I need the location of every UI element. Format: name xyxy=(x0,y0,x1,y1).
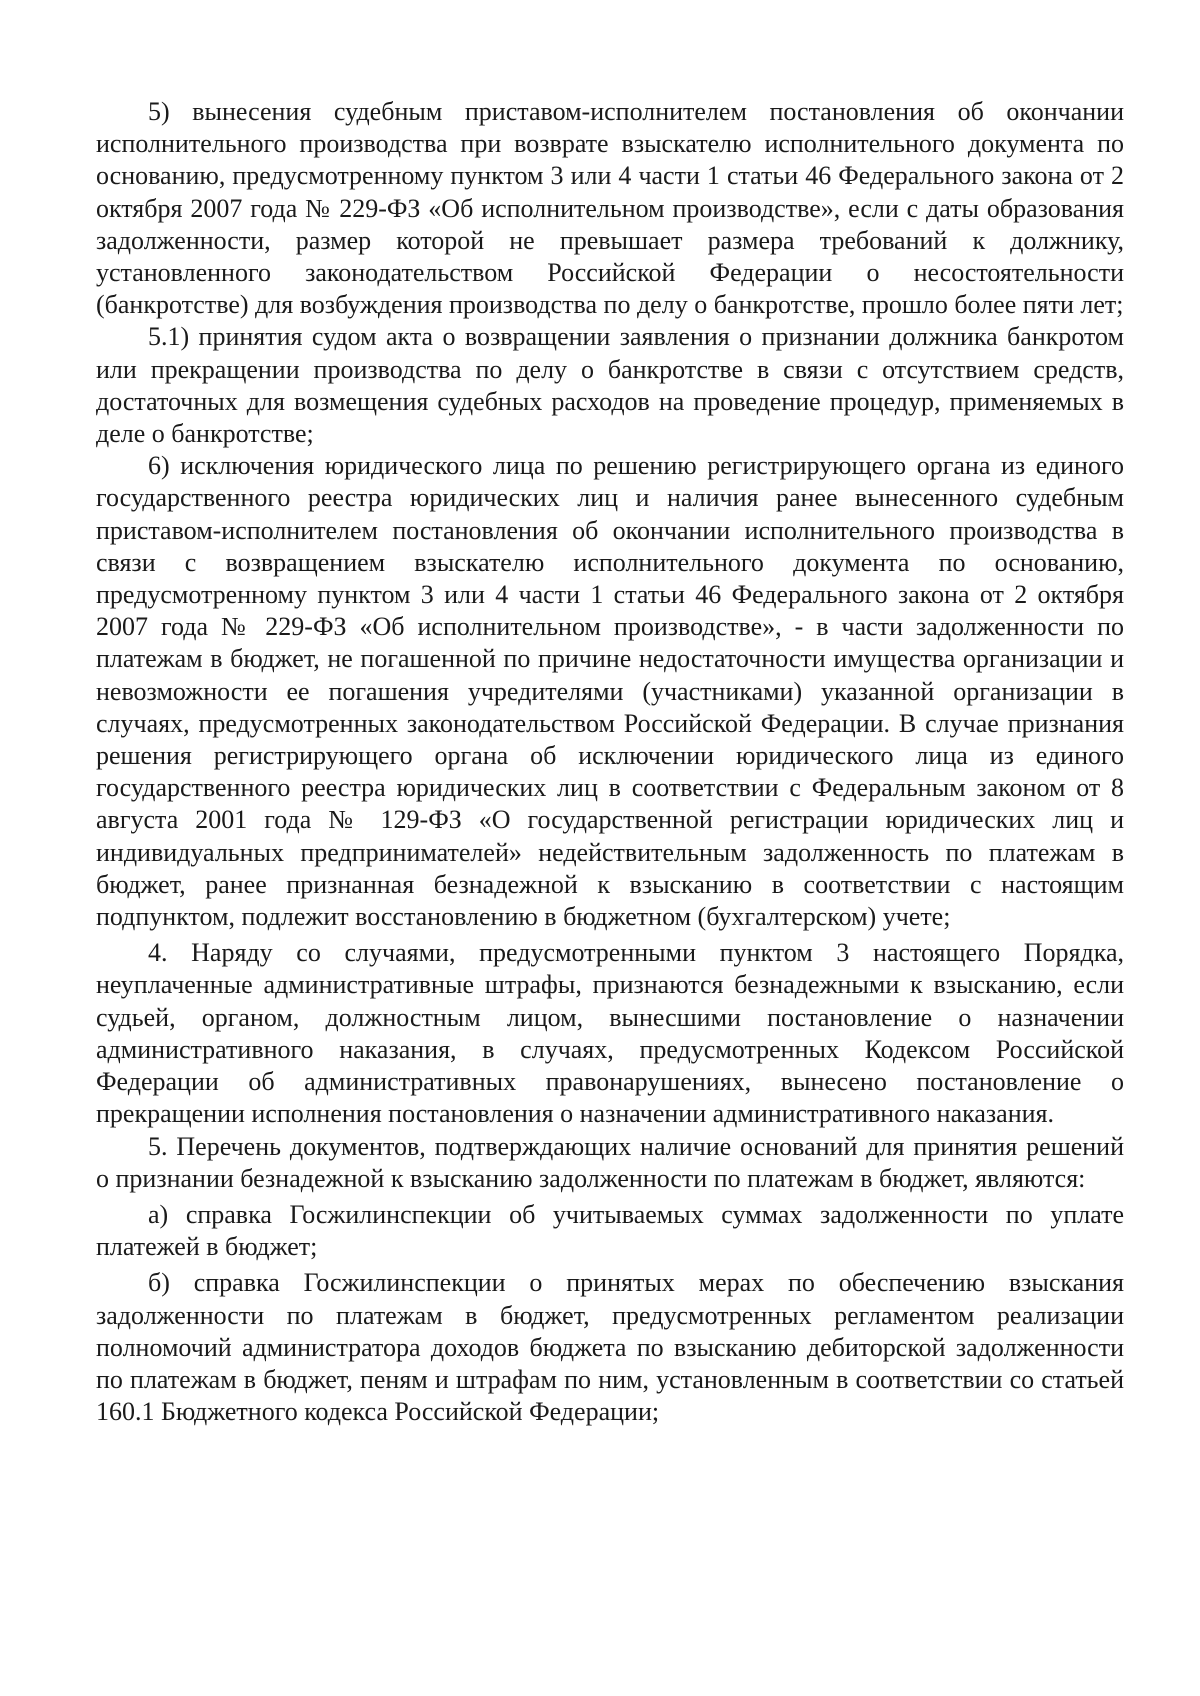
paragraph-subitem-a: а) справка Госжилинспекции об учитываемых суммах задолженности по уплате платежей в бюджет; xyxy=(96,1199,1124,1262)
paragraph-item-5-1: 5.1) принятия судом акта о возвращении заявления о признании должника банкротом или прекращении производства по делу о банкротстве в связи с отсутствием средств, достаточных для возмещения судебных расходов на проведение процедур, применяемых в деле о банкротстве; xyxy=(96,322,1124,449)
paragraph-item-5: 5) вынесения судебным приставом-исполнителем постановления об окончании исполнительного производства при возврате взыскателю исполнительного документа по основанию, предусмотренному пунктом 3 или 4 части 1 статьи 46 Федерального закона от 2 октября 2007 года № 229-ФЗ «Об исполнительном производстве», если с даты образования задолженности, размер которой не превышает размера требований к должнику, установленного законодательством Российской Федерации о несостоятельности (банкротстве) для возбуждения производства по делу о банкротстве, прошло более пяти лет; xyxy=(96,97,1124,320)
paragraph-clause-4: 4. Наряду со случаями, предусмотренными пунктом 3 настоящего Порядка, неуплаченные административные штрафы, признаются безнадежными к взысканию, если судьей, органом, должностным лицом, вынесшими постановление о назначении административного наказания, в случаях, предусмотренных Кодексом Российской Федерации об административных правонарушениях, вынесено постановление о прекращении исполнения постановления о назначении административного наказания. xyxy=(96,938,1124,1129)
document-page xyxy=(96,96,1124,1428)
paragraph-subitem-b: б) справка Госжилинспекции о принятых мерах по обеспечению взыскания задолженности по платежам в бюджет, предусмотренных регламентом реализации полномочий администратора доходов бюджета по взысканию дебиторской задолженности по платежам в бюджет, пеням и штрафам по ним, установленным в соответствии со статьей 160.1 Бюджетного кодекса Российской Федерации; xyxy=(96,1268,1124,1427)
paragraph-clause-5: 5. Перечень документов, подтверждающих наличие оснований для принятия решений о признании безнадежной к взысканию задолженности по платежам в бюджет, являются: xyxy=(96,1131,1124,1193)
paragraph-item-6: 6) исключения юридического лица по решению регистрирующего органа из единого государственного реестра юридических лиц и наличия ранее вынесенного судебным приставом-исполнителем постановления об окончании исполнительного производства в связи с возвращением взыскателю исполнительного документа по основанию, предусмотренному пунктом 3 или 4 части 1 статьи 46 Федерального закона от 2 октября 2007 года № 229-ФЗ «Об исполнительном производстве», - в части задолженности по платежам в бюджет, не погашенной по причине недостаточности имущества организации и невозможности ее погашения учредителями (участниками) указанной организации в случаях, предусмотренных законодательством Российской Федерации. В случае признания решения регистрирующего органа об исключении юридического лица из единого государственного реестра юридических лиц в соответствии с Федеральным законом от 8 августа 2001 года № 129-ФЗ «О государственной регистрации юридических лиц и индивидуальных предпринимателей» недействительным задолженность по платежам в бюджет, ранее признанная безнадежной к взысканию в соответствии с настоящим подпунктом, подлежит восстановлению в бюджетном (бухгалтерском) учете; xyxy=(96,451,1124,932)
